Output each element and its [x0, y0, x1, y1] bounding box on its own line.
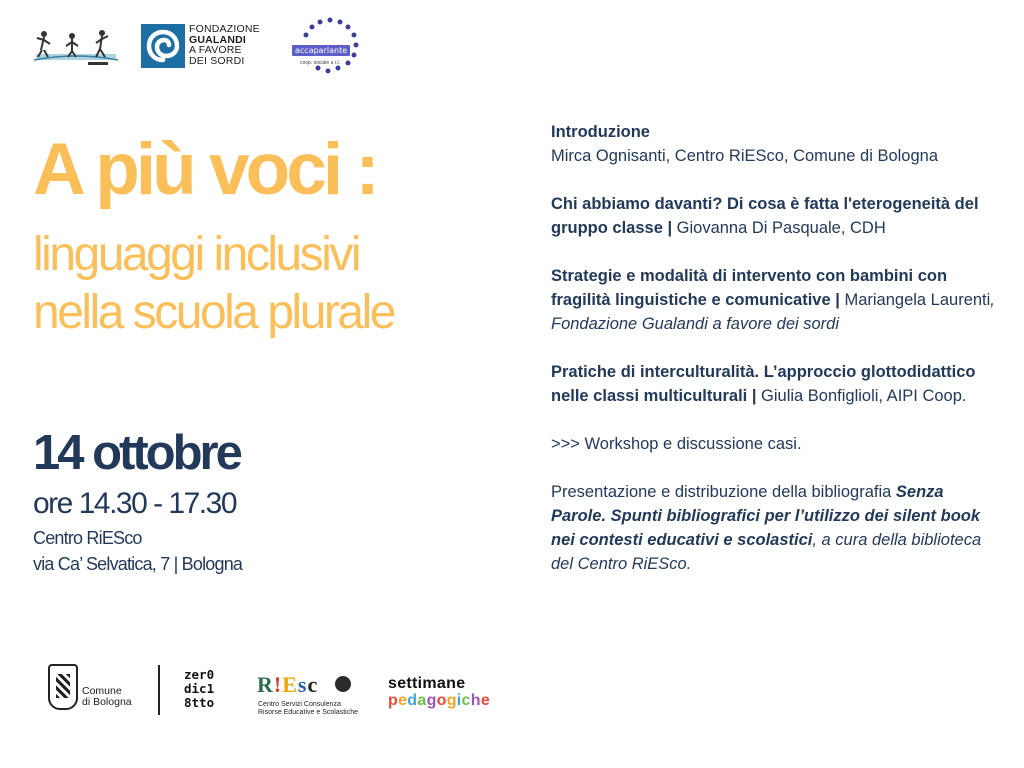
comune-line1: Comune: [82, 685, 122, 697]
pedagogiche-letter: p: [388, 692, 399, 709]
event-title: A più voci :: [33, 129, 376, 210]
pedagogiche-letter: a: [417, 692, 427, 709]
gualandi-line1: FONDAZIONE: [189, 23, 260, 35]
program-list: [551, 120, 999, 600]
program-talk-2: [551, 264, 999, 336]
zero-line2: dic1: [184, 681, 215, 696]
talk2-affiliation: , Fondazione Gualandi a favore dei sordi: [551, 291, 995, 333]
riesco-sub2: Risorse Educative e Scolastiche: [258, 709, 358, 716]
settimane-pedagogiche-logo: [388, 675, 522, 715]
pedagogiche-letter: i: [456, 692, 462, 709]
event-date: 14 ottobre: [33, 426, 240, 480]
talk3-title: Pratiche di interculturalità. L’approccio glottodidattico nelle classi multiculturali |: [551, 363, 976, 405]
logo-divider: [158, 665, 160, 715]
subtitle-line-1: linguaggi inclusivi: [33, 228, 360, 281]
riesco-letter-i: !: [273, 672, 283, 697]
program-talk-1: [551, 192, 999, 240]
accaparlante-logo: [290, 16, 370, 78]
riesco-logo: [257, 672, 369, 720]
subtitle-line-2: nella scuola plurale: [33, 286, 394, 339]
intro-heading: Introduzione: [551, 123, 650, 141]
gualandi-line3: A FAVORE: [189, 44, 242, 56]
biblio-curator: , a cura della biblioteca del Centro RiESco.: [551, 531, 982, 573]
pedagogiche-letter: d: [407, 692, 418, 709]
biblio-intro: Presentazione e distribuzione della bibliografia: [551, 483, 896, 501]
riesco-dot-icon: [335, 676, 351, 692]
riesco-wordmark: [257, 672, 318, 698]
gualandi-wordmark: [189, 24, 260, 66]
accaparlante-sub: coop. sociale a r.l.: [300, 60, 341, 66]
riesco-subtitle: [258, 701, 358, 717]
pedagogiche-letter: e: [480, 692, 491, 709]
program-intro: [551, 120, 999, 168]
zero-line1: zer0: [184, 667, 215, 682]
settimane-line1: settimane: [388, 675, 466, 692]
riesco-sub1: Centro Servizi Consulenza: [258, 701, 341, 708]
event-address: via Ca’ Selvatica, 7 | Bologna: [33, 554, 243, 574]
pedagogiche-letter: g: [426, 692, 437, 709]
comune-wordmark: [82, 686, 132, 708]
pedagogiche-letter: g: [446, 692, 457, 709]
gualandi-line2: GUALANDI: [189, 33, 247, 46]
intro-speaker: Mirca Ognisanti, Centro RiESco, Comune di Bologna: [551, 147, 939, 165]
settimane-line2: [388, 692, 490, 710]
aipi-logo: [32, 24, 120, 68]
pedagogiche-letter: e: [398, 692, 408, 709]
event-time: ore 14.30 - 17.30: [33, 487, 237, 520]
talk2-title: Strategie e modalità di intervento con bambini con fragilità linguistiche e comunicative |: [551, 267, 948, 309]
aipi-logo-graphic: [32, 24, 120, 68]
comune-line2: di Bologna: [82, 696, 132, 708]
program-bibliography: [551, 480, 999, 576]
event-subtitle: [33, 226, 394, 342]
gualandi-swirl-icon: [141, 24, 185, 68]
talk2-speaker: Mariangela Laurenti: [844, 291, 991, 309]
zerodiciotto-logo: [184, 668, 224, 714]
riesco-letter-s: s: [297, 672, 308, 697]
pedagogiche-letter: c: [461, 692, 471, 709]
program-workshop: >>> Workshop e discussione casi.: [551, 435, 802, 453]
pedagogiche-letter: h: [470, 692, 481, 709]
gualandi-line4: DEI SORDI: [189, 54, 245, 67]
program-talk-3: [551, 360, 999, 408]
bologna-crest-icon: [48, 664, 78, 710]
riesco-letter-e: E: [282, 672, 298, 697]
riesco-letter-r: R: [257, 672, 274, 697]
talk1-speaker: Giovanna Di Pasquale, CDH: [676, 219, 886, 237]
event-venue: Centro RiESco: [33, 528, 142, 548]
fondazione-gualandi-logo: [141, 24, 269, 68]
accaparlante-label: accaparlante: [292, 45, 350, 56]
biblio-title: Senza Parole. Spunti bibliografici per l’utilizzo dei silent book nei contesti educativi e scolastici: [551, 483, 981, 549]
zero-line3: 8tto: [184, 695, 215, 710]
comune-di-bologna-logo: [48, 664, 144, 714]
pedagogiche-letter: o: [436, 692, 447, 709]
riesco-letter-c: c: [307, 672, 319, 697]
talk3-speaker: Giulia Bonfiglioli, AIPI Coop.: [761, 387, 967, 405]
talk1-title: Chi abbiamo davanti? Di cosa è fatta l'eterogeneità del gruppo classe |: [551, 195, 979, 237]
